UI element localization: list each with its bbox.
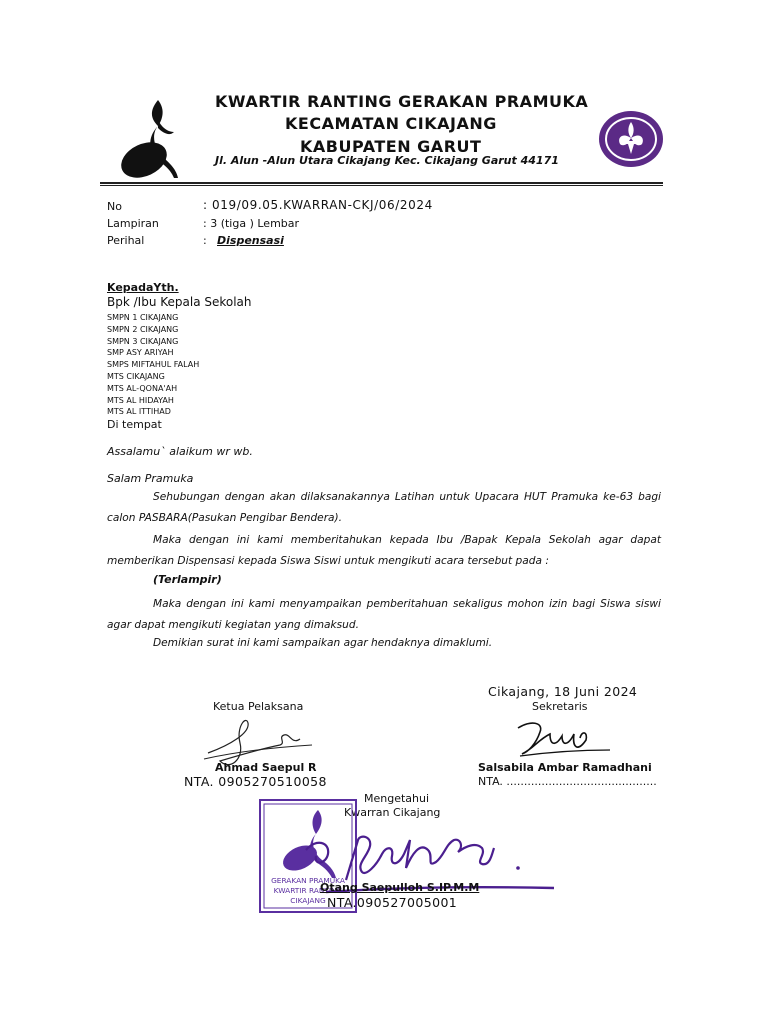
mid-role-1: Mengetahui xyxy=(364,792,430,805)
school-item: SMPS MIFTAHUL FALAH xyxy=(107,360,200,370)
place-date: Cikajang, 18 Juni 2024 xyxy=(488,684,638,699)
lampiran-label: Lampiran xyxy=(107,217,159,230)
no-value: : 019/09.05.KWARRAN-CKJ/06/2024 xyxy=(203,198,433,212)
school-item: SMPN 3 CIKAJANG xyxy=(107,336,179,346)
header-address: Jl. Alun -Alun Utara Cikajang Kec. Cikajang Garut 44171 xyxy=(215,154,559,167)
stamp-line-3: CIKAJANG xyxy=(290,896,326,905)
stamp-line-1: GERAKAN PRAMUKA xyxy=(271,876,345,885)
school-item: SMPN 1 CIKAJANG xyxy=(107,313,179,322)
paragraph-1: Sehubungan dengan akan dilaksanakannya Latihan untuk Upacara HUT Pramuka ke-63 bagi calon PASBARA(Pasukan Pengibar Bendera). xyxy=(107,491,661,524)
paragraph-3: Maka dengan ini kami menyampaikan pemberitahuan sekaligus mohon izin bagi Siswa siswi agar dapat mengikuti kegiatan yang dimaksud. xyxy=(107,598,661,631)
right-nta: NTA. ........................................... xyxy=(478,775,657,788)
left-role: Ketua Pelaksana xyxy=(213,700,304,713)
header-rule-thin xyxy=(100,185,663,186)
school-item: MTS AL HIDAYAH xyxy=(107,395,174,405)
school-item: SMP ASY ARIYAH xyxy=(107,348,174,358)
kepada-yth: KepadaYth. xyxy=(107,281,179,294)
tunas-kelapa-logo xyxy=(118,98,186,180)
stamp-line-2: KWARTIR RANTING xyxy=(273,886,343,895)
paragraph-4: Demikian surat ini kami sampaikan agar hendaknya dimaklumi. xyxy=(153,637,493,649)
header-line-1: KWARTIR RANTING GERAKAN PRAMUKA xyxy=(215,92,589,111)
header-rule-thick xyxy=(100,182,663,184)
school-item: MTS AL-QONA'AH xyxy=(107,383,178,393)
mid-role-2: Kwarran Cikajang xyxy=(344,806,441,819)
perihal-label: Perihal xyxy=(107,234,145,247)
perihal-value: Dispensasi xyxy=(217,234,284,247)
right-role: Sekretaris xyxy=(532,700,588,713)
di-tempat: Di tempat xyxy=(107,418,162,431)
recipient-title: Bpk /Ibu Kepala Sekolah xyxy=(107,295,252,309)
paragraph-2: Maka dengan ini kami memberitahukan kepada Ibu /Bapak Kepala Sekolah agar dapat memberikan Dispensasi kepada Siswa Siswi untuk mengikuti acara tersebut pada : xyxy=(107,534,661,567)
left-nta: NTA. 0905270510058 xyxy=(184,774,327,789)
school-list xyxy=(107,312,199,418)
no-label: No xyxy=(107,200,122,213)
lampiran-value: : 3 (tiga ) Lembar xyxy=(203,217,300,230)
mid-name: Otang Saepulloh S.IP.M.M xyxy=(320,881,480,894)
school-item: MTS CIKAJANG xyxy=(107,371,165,381)
terlampir: (Terlampir) xyxy=(153,573,222,586)
mid-nta: NTA.090527005001 xyxy=(327,895,458,910)
header-line-2: KECAMATAN CIKAJANG xyxy=(285,114,497,133)
header-line-3: KABUPATEN GARUT xyxy=(300,137,482,156)
school-item: SMPN 2 CIKAJANG xyxy=(107,324,179,334)
right-name: Salsabila Ambar Ramadhani xyxy=(478,761,652,774)
left-name: Ahmad Saepul R xyxy=(215,761,317,774)
greeting: Assalamu` alaikum wr wb. xyxy=(107,445,253,458)
scout-emblem xyxy=(598,110,664,168)
perihal-colon: : xyxy=(203,234,207,247)
school-item: MTS AL ITTIHAD xyxy=(107,407,171,417)
salam-pramuka: Salam Pramuka xyxy=(107,472,194,485)
